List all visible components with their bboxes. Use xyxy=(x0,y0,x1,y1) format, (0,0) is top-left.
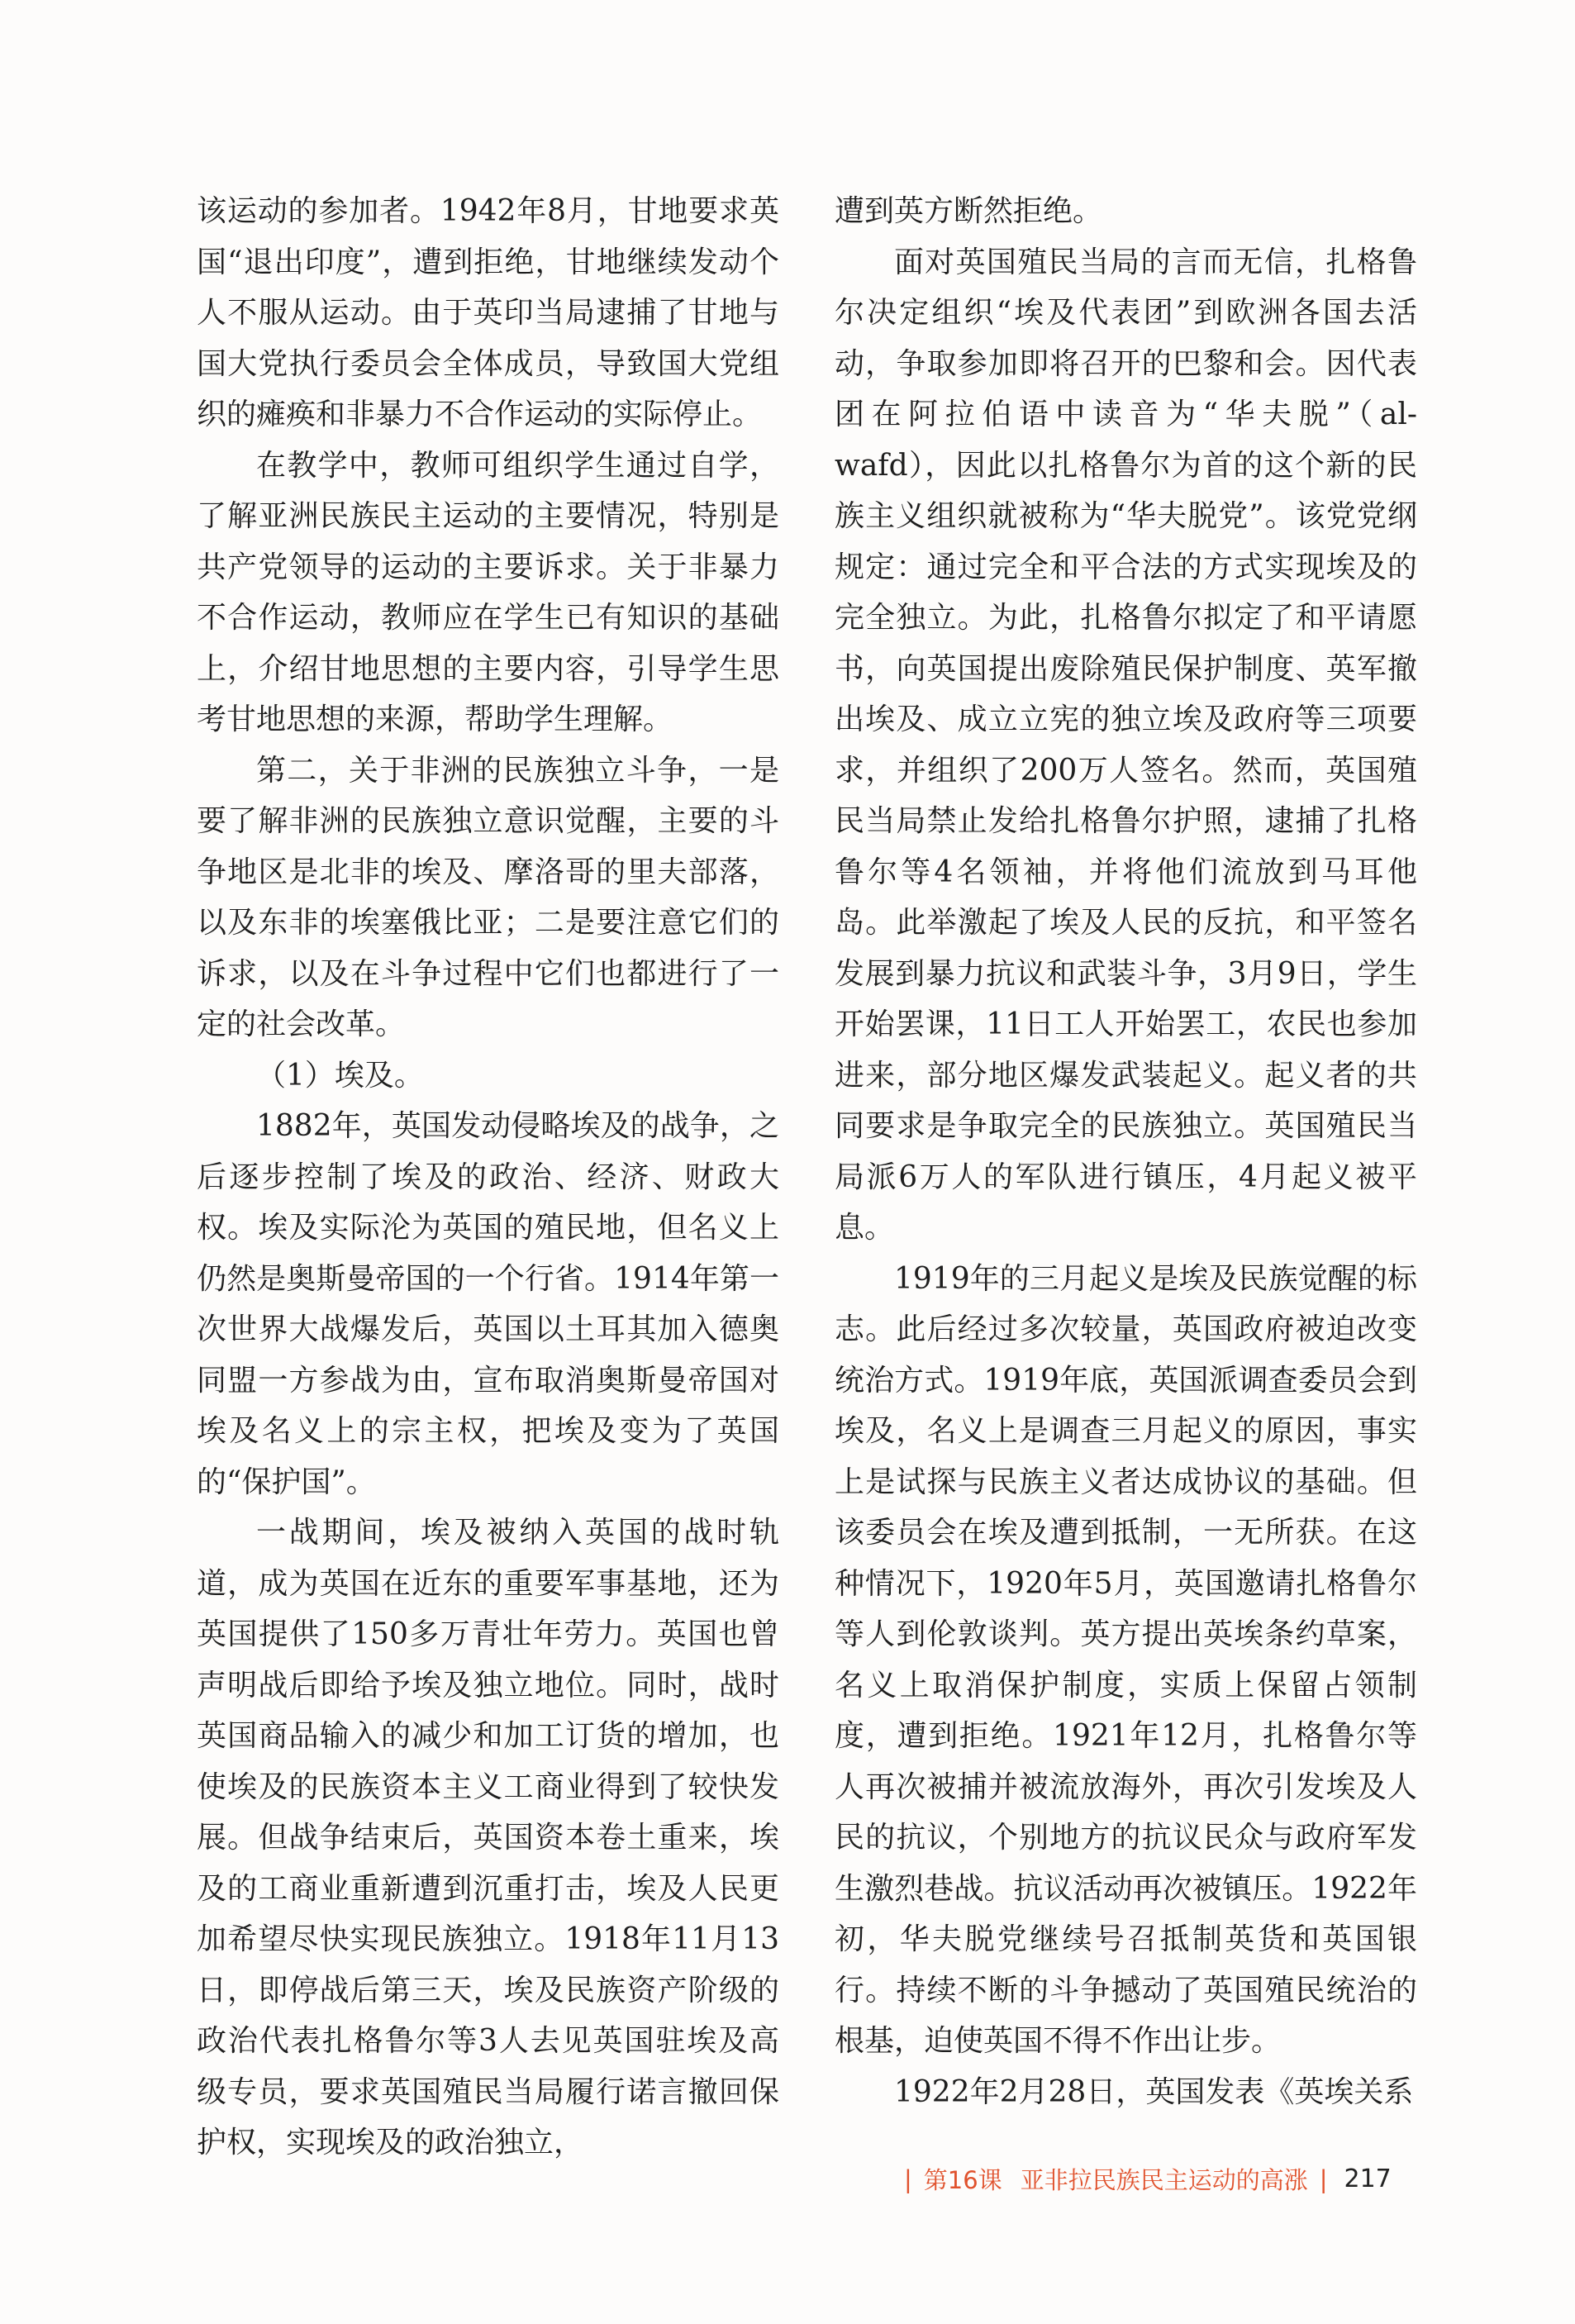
paragraph: 在教学中，教师可组织学生通过自学，了解亚洲民族民主运动的主要情况，特别是共产党领导的运动的主要诉求。关于非暴力不合作运动，教师应在学生已有知识的基础上，介绍甘地思想的主要内容，引导学生思考甘地思想的来源，帮助学生理解。 xyxy=(197,448,779,736)
paragraph: 该运动的参加者。1942年8月，甘地要求英国“退出印度”，遭到拒绝，甘地继续发动个人不服从运动。由于英印当局逮捕了甘地与国大党执行委员会全体成员，导致国大党组织的瘫痪和非暴力不合作运动的实际停止。 xyxy=(197,194,779,431)
paragraph: 1922年2月28日，英国发表《英埃关系 xyxy=(894,2074,1414,2109)
footer-lesson-number: 第16课 xyxy=(923,2166,1002,2194)
paragraph: 1919年的三月起义是埃及民族觉醒的标志。此后经过多次较量，英国政府被迫改变统治方式。1919年底，英国派调查委员会到埃及，名义上是调查三月起义的原因，事实上是试探与民族主义者达成协议的基础。但该委员会在埃及遭到抵制，一无所获。在这种情况下，1920年5月，英国邀请扎格鲁尔等人到伦敦谈判。英方提出英埃条约草案，名义上取消保护制度，实质上保留占领制度，遭到拒绝。1921年12月，扎格鲁尔等人再次被捕并被流放海外，再次引发埃及人民的抗议，个别地方的抗议民众与政府军发生激烈巷战。抗议活动再次被镇压。1922年初，华夫脱党继续号召抵制英货和英国银行。持续不断的斗争撼动了英国殖民统治的根基，迫使英国不得不作出让步。 xyxy=(835,1261,1417,2058)
paragraph: 一战期间，埃及被纳入英国的战时轨道，成为英国在近东的重要军事基地，还为英国提供了150多万青壮年劳力。英国也曾声明战后即给予埃及独立地位。同时，战时英国商品输入的减少和加工订货的增加，也使埃及的民族资本主义工商业得到了较快发展。但战争结束后，英国资本卷土重来，埃及的工商业重新遭到沉重打击，埃及人民更加希望尽快实现民族独立。1918年11月13日，即停战后第三天，埃及民族资产阶级的政治代表扎格鲁尔等3人去见英国驻埃及高级专员，要求英国殖民当局履行诺言撤回保护权，实现埃及的政治独立， xyxy=(197,1516,779,2160)
left-column xyxy=(197,186,779,2169)
right-column xyxy=(835,186,1417,2117)
page-number: 217 xyxy=(1344,2164,1392,2193)
paragraph: 第二，关于非洲的民族独立斗争，一是要了解非洲的民族独立意识觉醒，主要的斗争地区是北非的埃及、摩洛哥的里夫部落，以及东非的埃塞俄比亚；二是要注意它们的诉求，以及在斗争过程中它们也都进行了一定的社会改革。 xyxy=(197,753,779,1041)
footer-lesson-title: 亚非拉民族民主运动的高涨 xyxy=(1020,2166,1308,2194)
paragraph: 面对英国殖民当局的言而无信，扎格鲁尔决定组织“埃及代表团”到欧洲各国去活动，争取参加即将召开的巴黎和会。因代表团在阿拉伯语中读音为“华夫脱”（al-wafd），因此以扎格鲁尔为首的这个新的民族主义组织就被称为“华夫脱党”。该党党纲规定：通过完全和平合法的方式实现埃及的完全独立。为此，扎格鲁尔拟定了和平请愿书，向英国提出废除殖民保护制度、英军撤出埃及、成立立宪的独立埃及政府等三项要求，并组织了200万人签名。然而，英国殖民当局禁止发给扎格鲁尔护照，逮捕了扎格鲁尔等4名领袖，并将他们流放到马耳他岛。此举激起了埃及人民的反抗，和平签名发展到暴力抗议和武装斗争，3月9日，学生开始罢课，11日工人开始罢工，农民也参加进来，部分地区爆发武装起义。起义者的共同要求是争取完全的民族独立。英国殖民当局派6万人的军队进行镇压，4月起义被平息。 xyxy=(835,245,1417,1245)
page-footer xyxy=(892,2162,1421,2196)
paragraph: 1882年，英国发动侵略埃及的战争，之后逐步控制了埃及的政治、经济、财政大权。埃及实际沦为英国的殖民地，但名义上仍然是奥斯曼帝国的一个行省。1914年第一次世界大战爆发后，英国以土耳其加入德奥同盟一方参战为由，宣布取消奥斯曼帝国对埃及名义上的宗主权，把埃及变为了英国的“保护国”。 xyxy=(197,1109,779,1499)
section-heading: （1）埃及。 xyxy=(256,1058,424,1093)
footer-divider: | xyxy=(1319,2164,1328,2193)
paragraph: 遭到英方断然拒绝。 xyxy=(835,194,1103,228)
footer-divider: | xyxy=(904,2164,912,2193)
